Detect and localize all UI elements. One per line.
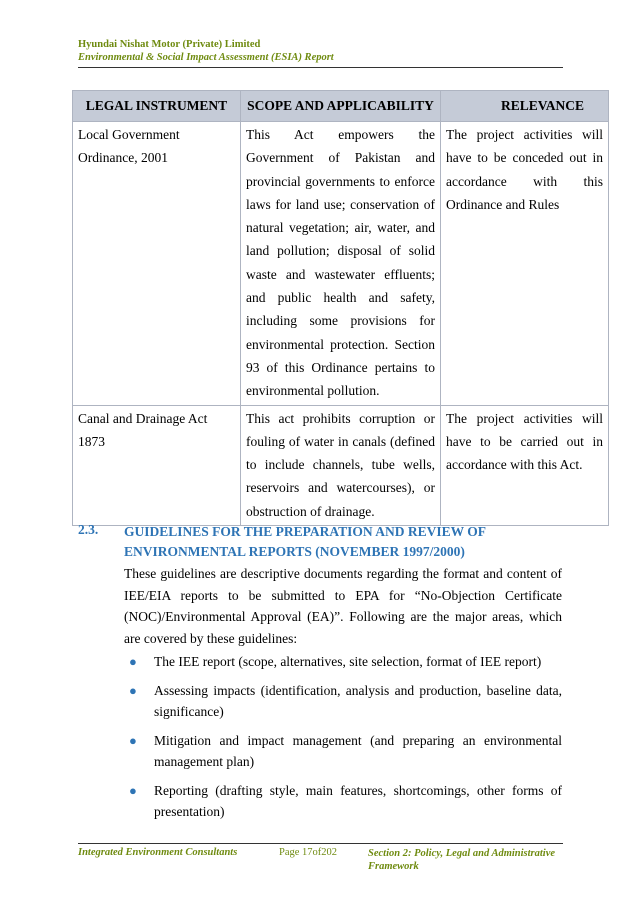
bullet-icon: ● <box>129 683 137 698</box>
section-number: 2.3. <box>78 522 99 537</box>
list-item-text: Mitigation and impact management (and preparing an environmental management plan) <box>154 733 562 769</box>
cell-scope: This Act empowers the Government of Pakistan and provincial governments to enforce laws for land use; conservation of natural vegetation; air, water, and land pollution; disposal of solid waste and wastewater effluents; and public health and safety, including some provisions for environmental protection. Section 93 of this Ordinance pertains to environmental pollution. <box>241 122 441 406</box>
footer-divider <box>78 843 563 844</box>
bullet-icon: ● <box>129 733 137 748</box>
list-item-text: Reporting (drafting style, main features, shortcomings, other forms of presentation) <box>154 783 562 819</box>
column-header-scope: SCOPE AND APPLICABILITY <box>241 91 441 122</box>
bullet-icon: ● <box>129 654 137 669</box>
section-heading: GUIDELINES FOR THE PREPARATION AND REVIEW OF ENVIRONMENTAL REPORTS (NOVEMBER 1997/2000) <box>124 524 486 559</box>
table-header-row <box>73 91 609 122</box>
footer-section-title: Section 2: Policy, Legal and Administrative Framework <box>368 848 556 872</box>
header-company: Hyundai Nishat Motor (Private) Limited <box>78 39 261 50</box>
cell-relevance: The project activities will have to be conceded out in accordance with this Ordinance and Rules <box>441 122 609 406</box>
cell-instrument: Canal and Drainage Act 1873 <box>73 405 241 525</box>
footer-consultant: Integrated Environment Consultants <box>78 847 238 858</box>
column-header-relevance: RELEVANCE <box>441 91 609 122</box>
cell-scope: This act prohibits corruption or fouling of water in canals (defined to include channels, tube wells, reservoirs and watercourses), or obstruction of drainage. <box>241 405 441 525</box>
column-header-instrument: LEGAL INSTRUMENT <box>73 91 241 122</box>
cell-relevance: The project activities will have to be carried out in accordance with this Act. <box>441 405 609 525</box>
list-item <box>124 730 562 772</box>
table-row <box>73 405 609 525</box>
list-item <box>124 780 562 822</box>
guidelines-bullet-list <box>124 651 562 830</box>
list-item <box>124 651 562 672</box>
header-divider <box>78 67 563 68</box>
list-item <box>124 680 562 722</box>
header-report-title: Environmental & Social Impact Assessment (ESIA) Report <box>78 52 334 63</box>
section-paragraph: These guidelines are descriptive documents regarding the format and content of IEE/EIA reports to be submitted to EPA for “No-Objection Certificate (NOC)/Environmental Approval (EA)”. Following are the major areas, which are covered by these guidelines: <box>124 566 562 647</box>
legal-instruments-table <box>72 90 609 526</box>
footer-page-number: Page 17of202 <box>279 847 338 858</box>
bullet-icon: ● <box>129 783 137 798</box>
list-item-text: The IEE report (scope, alternatives, site selection, format of IEE report) <box>154 654 542 669</box>
table-row <box>73 122 609 406</box>
cell-instrument: Local Government Ordinance, 2001 <box>73 122 241 406</box>
page-header <box>78 38 563 64</box>
list-item-text: Assessing impacts (identification, analysis and production, baseline data, significance) <box>154 683 562 719</box>
